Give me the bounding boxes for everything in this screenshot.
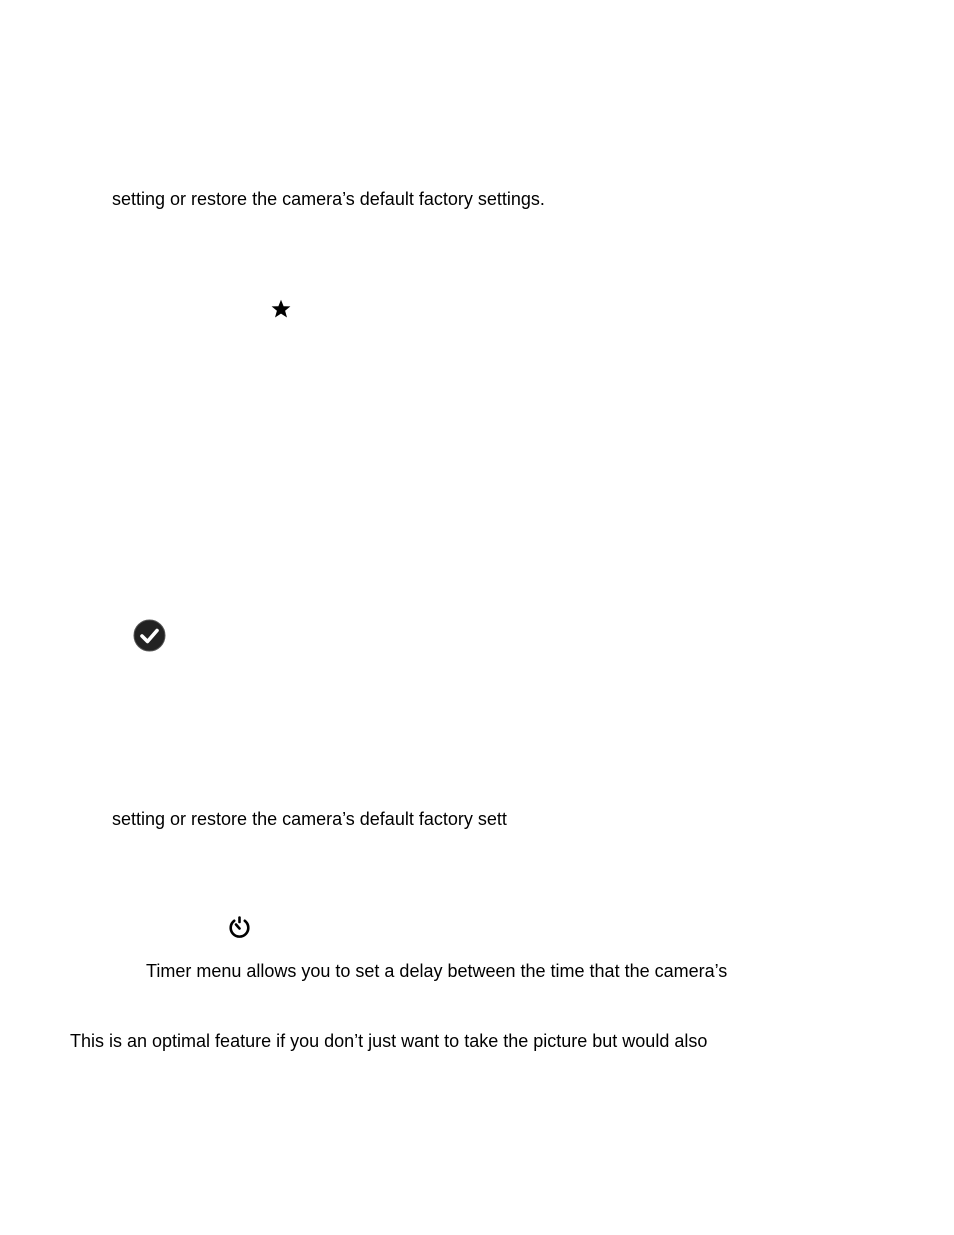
self-timer-icon <box>228 916 251 939</box>
check-circle-icon <box>133 619 166 652</box>
text-line-timer-menu: Timer menu allows you to set a delay between the time that the camera’s <box>146 961 728 981</box>
text-line-optimal-feature: This is an optimal feature if you don’t just want to take the picture but would also <box>70 1031 708 1051</box>
text-line-setting-restore-2: setting or restore the camera’s default factory sett <box>112 809 507 829</box>
text-line-setting-restore-1: setting or restore the camera’s default factory settings. <box>112 189 545 209</box>
star-icon <box>271 299 291 319</box>
